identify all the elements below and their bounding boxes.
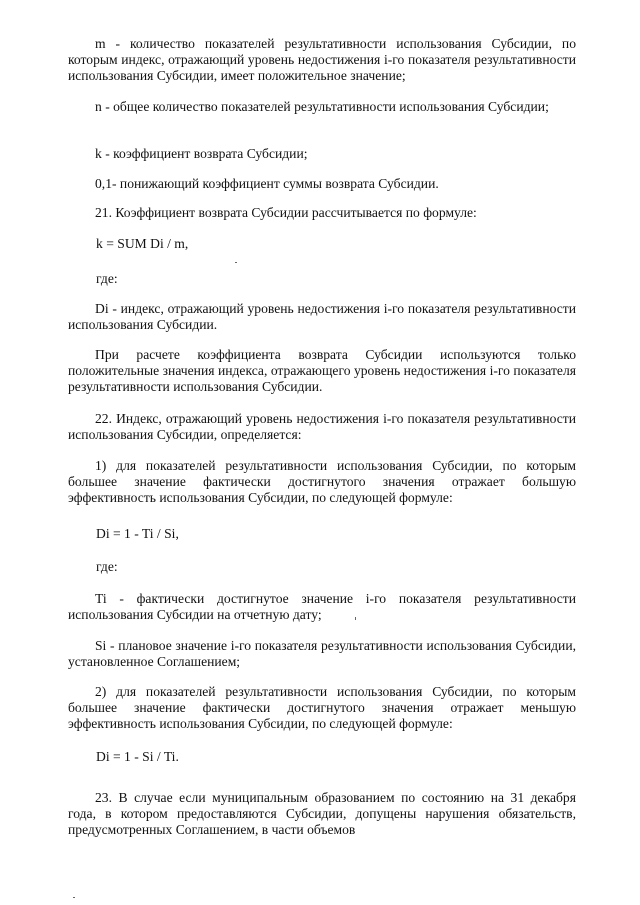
paragraph-22: 22. Индекс, отражающий уровень недостижения i-го показателя результативности использования Субсидии, определяется: — [68, 411, 576, 442]
paragraph-k-definition: k - коэффициент возврата Субсидии; — [95, 146, 308, 161]
paragraph-n-definition: n - общее количество показателей результативности использования Субсидии; — [95, 99, 549, 114]
paragraph-reduction-coefficient: 0,1- понижающий коэффициент суммы возврата Субсидии. — [95, 176, 439, 191]
paragraph-m-definition: m - количество показателей результативности использования Субсидии, по которым индекс, отражающий уровень недостижения i-го показателя результативности использования Субсидии, имеет положительное значение; — [68, 36, 576, 83]
scan-speck — [235, 262, 237, 263]
paragraph-21: 21. Коэффициент возврата Субсидии рассчитывается по формуле: — [95, 205, 477, 220]
scan-speck — [355, 617, 356, 620]
paragraph-positive-values: При расчете коэффициента возврата Субсидии используются только положительные значения индекса, отражающего уровень недостижения i-го показателя результативности использования Субсидии. — [68, 347, 576, 394]
paragraph-ti-definition: Ti - фактически достигнутое значение i-го показателя результативности использования Субсидии на отчетную дату; — [68, 591, 576, 622]
paragraph-si-definition: Si - плановое значение i-го показателя результативности использования Субсидии, установленное Соглашением; — [68, 638, 576, 669]
where-label-1: где: — [96, 271, 118, 286]
formula-k: k = SUM Di / m, — [96, 236, 189, 251]
formula-di-1: Di = 1 - Ti / Si, — [96, 526, 179, 541]
paragraph-di-definition: Di - индекс, отражающий уровень недостижения i-го показателя результативности использования Субсидии. — [68, 301, 576, 332]
where-label-2: где: — [96, 559, 118, 574]
paragraph-22-item-2: 2) для показателей результативности использования Субсидии, по которым большее значение фактически достигнутого значения отражает меньшую эффективность использования Субсидии, по следующей формуле: — [68, 684, 576, 731]
paragraph-23: 23. В случае если муниципальным образованием по состоянию на 31 декабря года, в котором предоставляются Субсидии, допущены нарушения обязательств, предусмотренных Соглашением, в части объемов — [68, 790, 576, 837]
formula-di-2: Di = 1 - Si / Ti. — [96, 749, 179, 764]
paragraph-22-item-1: 1) для показателей результативности использования Субсидии, по которым большее значение фактически достигнутого значения отражает большую эффективность использования Субсидии, по следующей формуле: — [68, 458, 576, 505]
scan-speck — [73, 897, 75, 898]
